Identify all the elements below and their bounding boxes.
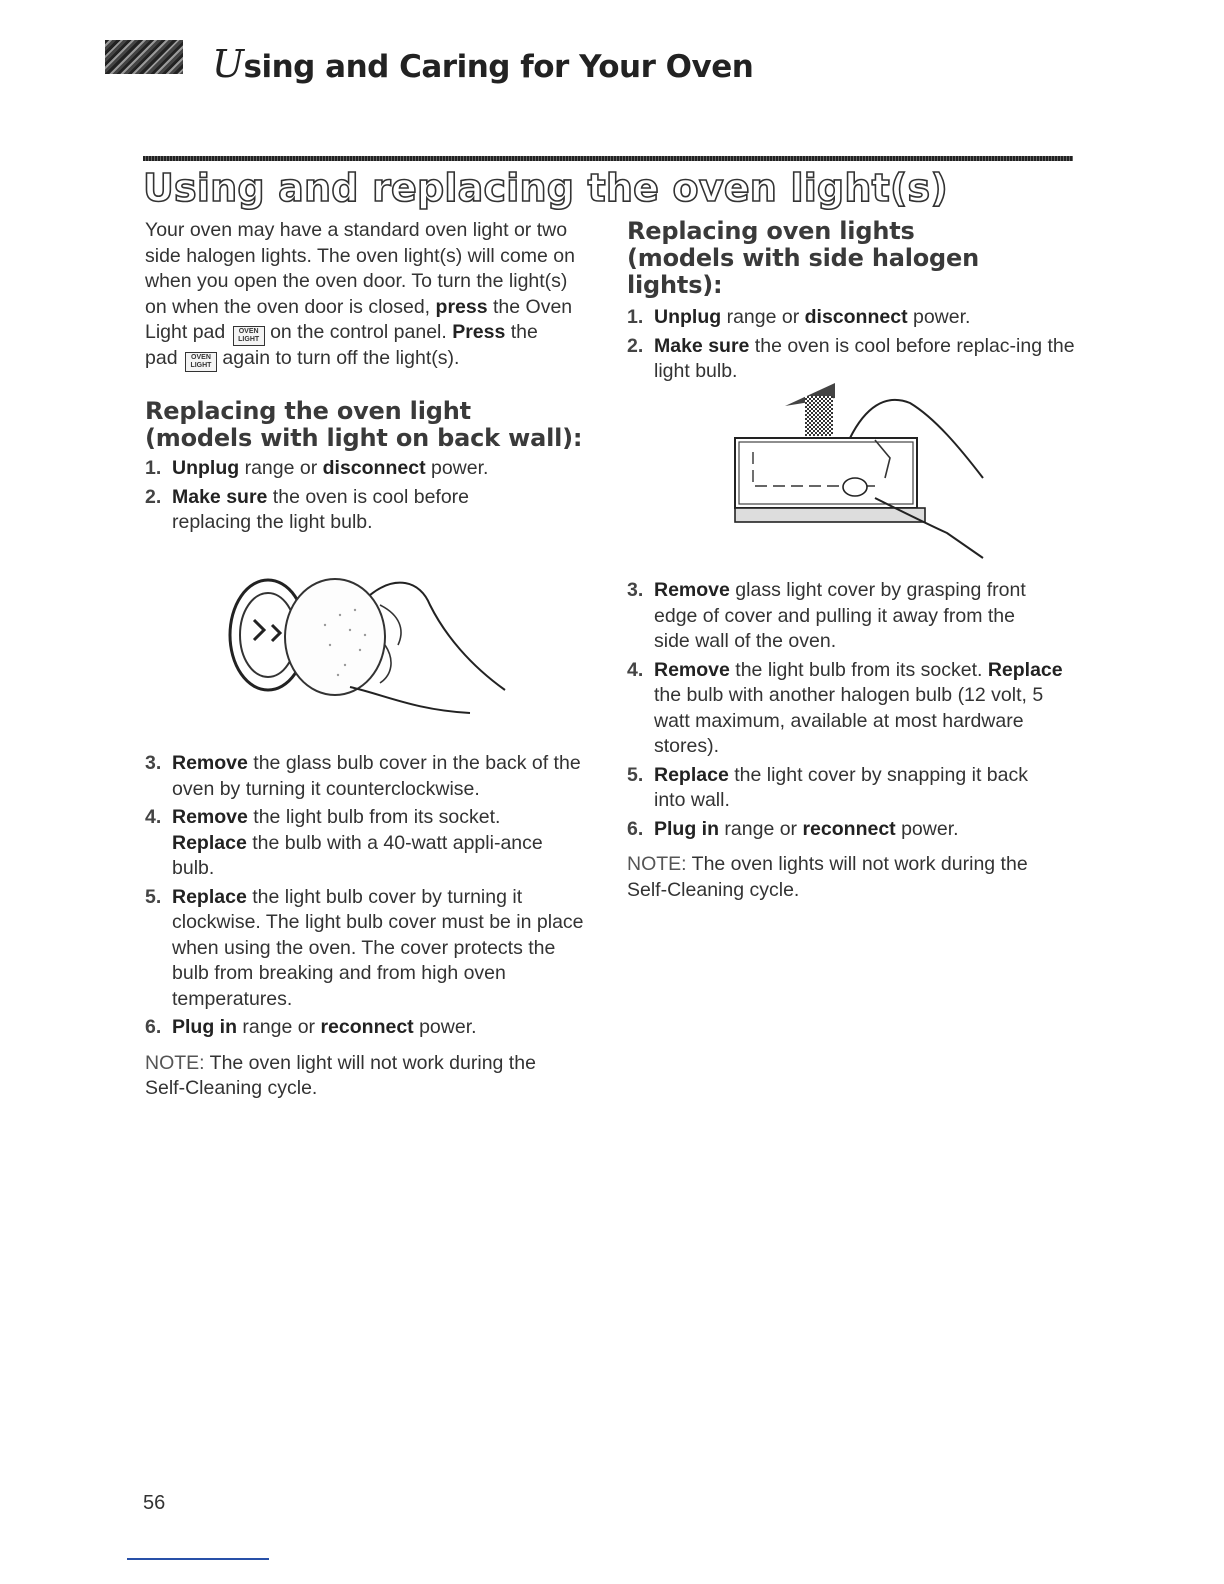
step-number: 4.	[145, 806, 162, 828]
halogen-steps-bottom	[627, 578, 1077, 842]
step-text: range or	[721, 306, 805, 328]
step-action-2: Replace	[172, 831, 247, 854]
intro-paragraph	[145, 218, 575, 372]
footer-rule	[127, 1558, 269, 1560]
step-action: Remove	[172, 752, 248, 774]
step-item	[145, 485, 522, 536]
step-text: glass light cover by grasping front edge of cover and pulling it away from the side wall of the oven.	[654, 579, 1026, 652]
note-label: NOTE:	[627, 853, 687, 875]
step-item	[627, 334, 1077, 385]
back-wall-steps-top	[145, 456, 585, 536]
step-number: 4.	[627, 658, 644, 681]
step-text: range or	[239, 457, 323, 479]
step-item	[145, 1015, 585, 1041]
header-decoration	[105, 40, 183, 74]
step-text-2: power.	[413, 1016, 477, 1038]
halogen-steps-top	[627, 305, 1077, 385]
step-item	[627, 578, 1054, 655]
step-text: range or	[719, 817, 803, 840]
intro-text-1: Your oven may have a standard oven light or two side halogen lights. The oven light(s) will come on when you open the oven door. To turn the light(s) on when the oven door is closed,	[145, 219, 575, 318]
step-text: the glass bulb cover in the back of the oven by turning it counterclockwise.	[172, 752, 581, 800]
step-action-2: reconnect	[802, 817, 896, 840]
hand-outline-lower	[875, 498, 983, 558]
chapter-title	[212, 42, 753, 86]
step-text: the light bulb from its socket.	[247, 806, 501, 828]
section-rule	[143, 156, 1073, 161]
step-action: Replace	[654, 763, 729, 786]
step-item	[145, 456, 585, 482]
step-action: Plug in	[172, 1016, 237, 1038]
halogen-cover-illustration	[725, 378, 995, 563]
step-text-2: power.	[907, 306, 971, 328]
halogen-heading-line2: (models with side halogen lights):	[627, 244, 979, 299]
intro-press-2: Press	[452, 321, 506, 343]
back-wall-heading-line1: Replacing the oven light	[145, 397, 471, 425]
step-number: 1.	[145, 457, 162, 479]
halogen-heading	[627, 218, 1077, 299]
glass-bulb-cover	[285, 579, 385, 695]
halogen-heading-line1: Replacing oven lights	[627, 217, 915, 245]
right-column-continued	[627, 578, 1077, 903]
bulb-cover-illustration	[220, 575, 510, 715]
back-wall-heading-line2: (models with light on back wall):	[145, 424, 583, 452]
intro-text-3: on the control panel.	[264, 321, 453, 343]
step-item	[627, 658, 1077, 760]
step-text: the oven is cool before replacing the light bulb.	[172, 485, 470, 533]
back-wall-heading	[145, 398, 595, 452]
step-item	[627, 305, 1077, 331]
step-item	[627, 763, 1054, 814]
back-wall-note	[145, 1051, 565, 1102]
note-text: The oven lights will not work during the Self-Cleaning cycle.	[627, 853, 1028, 901]
step-action: Unplug	[654, 306, 722, 328]
step-number: 3.	[627, 579, 644, 601]
hand-outline-upper	[370, 583, 505, 690]
step-text-2: power.	[895, 817, 959, 840]
left-column-continued	[145, 751, 595, 1102]
halogen-note	[627, 852, 1067, 903]
oven-light-pad-icon: OVEN LIGHT	[233, 326, 265, 346]
chapter-title-rest: sing and Caring for Your Oven	[243, 49, 754, 85]
step-text: range or	[237, 1016, 321, 1038]
cover-base	[735, 508, 925, 522]
step-text: the light cover by snapping it back into wall.	[654, 763, 1028, 811]
note-text: The oven light will not work during the Self-Cleaning cycle.	[145, 1051, 536, 1099]
step-number: 2.	[627, 334, 644, 357]
step-text-2: the bulb with a 40-watt appli-ance bulb.	[172, 831, 543, 879]
page-number: 56	[143, 1492, 166, 1514]
step-action: Replace	[172, 885, 247, 908]
note-label: NOTE:	[145, 1051, 205, 1074]
chapter-title-initial: U	[212, 42, 244, 86]
intro-text-2: the Oven Light pad	[145, 295, 573, 343]
step-text: the light bulb from its socket.	[729, 658, 988, 681]
step-item	[145, 885, 592, 1013]
hand-outline-lower	[350, 687, 470, 713]
step-number: 6.	[627, 817, 644, 840]
left-column	[145, 218, 595, 539]
step-text-2: the bulb with another halogen bulb (12 volt, 5 watt maximum, available at most hardware stores).	[654, 684, 1044, 757]
step-action-2: disconnect	[804, 306, 908, 328]
step-number: 2.	[145, 485, 162, 508]
step-action-2: disconnect	[322, 457, 426, 479]
step-action: Remove	[654, 658, 730, 681]
step-number: 3.	[145, 752, 162, 774]
light-cover	[735, 438, 917, 508]
step-item	[627, 817, 1077, 843]
step-text: the light bulb cover by turning it clockwise. The light bulb cover must be in place when using the oven. The cover protects the bulb from breaking and from high oven temperatures.	[172, 885, 584, 1010]
step-action: Make sure	[172, 485, 268, 508]
step-action: Plug in	[654, 817, 719, 840]
pull-arrow	[805, 396, 833, 436]
back-wall-steps-bottom	[145, 751, 585, 1041]
step-item	[145, 805, 572, 882]
right-column	[627, 218, 1077, 388]
oven-light-pad-icon-2: OVEN LIGHT	[185, 352, 217, 372]
step-number: 6.	[145, 1016, 162, 1038]
step-action: Remove	[654, 579, 730, 601]
step-action-2: Replace	[987, 658, 1063, 681]
step-number: 5.	[627, 763, 644, 786]
step-action: Make sure	[654, 334, 750, 357]
section-title: Using and replacing the oven light(s)	[143, 166, 948, 210]
step-action: Unplug	[172, 457, 240, 479]
step-text-2: power.	[425, 457, 489, 479]
step-action-2: reconnect	[320, 1016, 414, 1038]
step-number: 1.	[627, 306, 644, 328]
thumb	[843, 478, 867, 496]
step-item	[145, 751, 585, 802]
intro-text-4: the pad	[145, 321, 538, 369]
intro-press-1: press	[435, 295, 488, 318]
step-text: the oven is cool before replac-ing the light bulb.	[654, 334, 1075, 382]
step-number: 5.	[145, 885, 162, 908]
intro-text-5: again to turn off the light(s).	[216, 347, 460, 369]
step-action: Remove	[172, 806, 248, 828]
